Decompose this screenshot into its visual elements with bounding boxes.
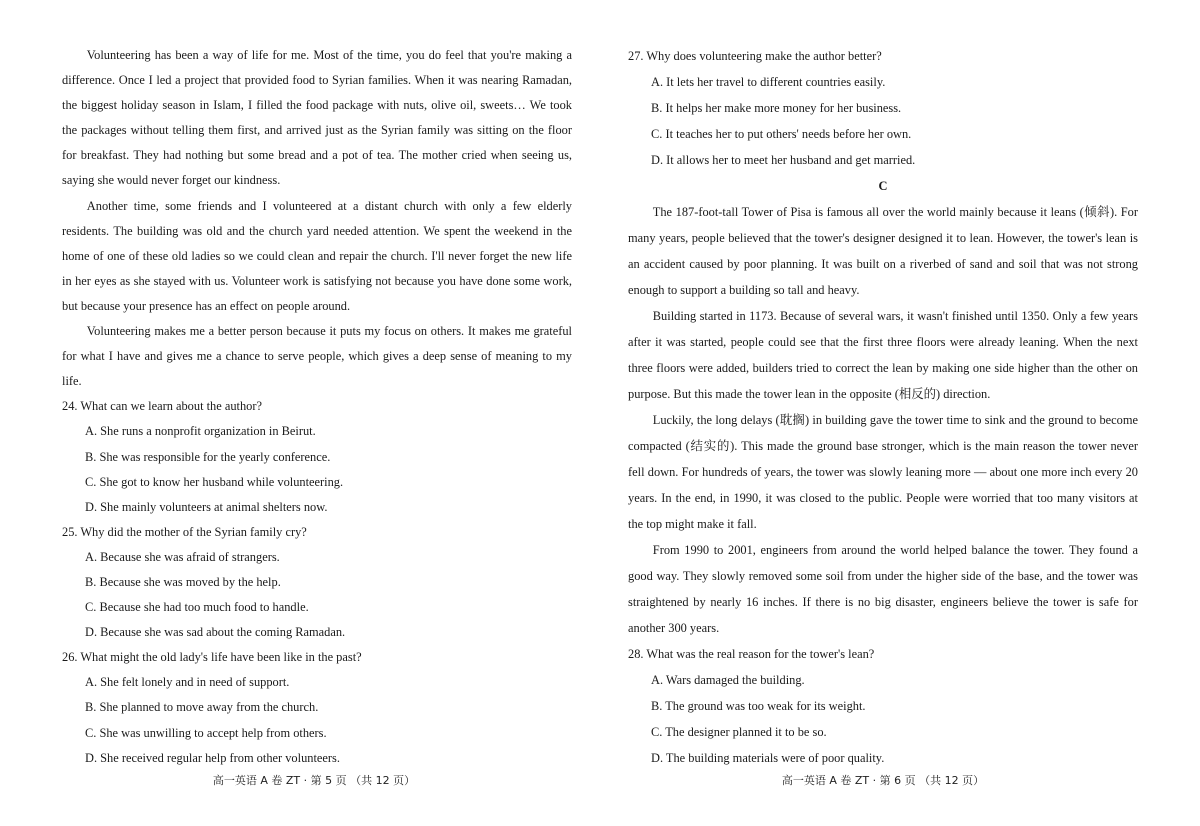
- right-column: [628, 43, 1138, 771]
- answer-option: D. It allows her to meet her husband and get married.: [651, 153, 916, 167]
- answer-option: C. Because she had too much food to handle.: [85, 600, 309, 615]
- answer-option: C. She was unwilling to accept help from others.: [85, 725, 327, 740]
- question-28: [628, 641, 1138, 771]
- passage-paragraph: Volunteering makes me a better person because it puts my focus on others. It makes me grateful for what I have and gives me a chance to serve people, which gives a deep sense of meaning to my life.: [62, 324, 572, 389]
- answer-option: B. She was responsible for the yearly conference.: [85, 449, 331, 464]
- answer-option: D. The building materials were of poor quality.: [651, 751, 885, 765]
- answer-option: C. It teaches her to put others' needs before her own.: [651, 127, 912, 141]
- passage-paragraph: Building started in 1173. Because of several wars, it wasn't finished until 1350. Only a few years after it was started, people could see that the first three floors were already leaning. When the next three floors were added, builders tried to correct the lean by making one side higher than the other on purpose. But this made the tower lean in the opposite (相反的) direction.: [628, 309, 1138, 401]
- answer-option: C. She got to know her husband while volunteering.: [85, 474, 344, 489]
- question-stem: 25. Why did the mother of the Syrian family cry?: [62, 524, 307, 539]
- passage-paragraph: Luckily, the long delays (耽搁) in building gave the tower time to sink and the ground to become compacted (结实的). This made the ground base stronger, which is the main reason the tower never fell down. For hundreds of years, the tower was slowly leaning more — about one more inch every 20 years. In the end, in 1990, it was closed to the public. People were worried that too many visitors at the top might make it fall.: [628, 413, 1138, 531]
- answer-option: D. Because she was sad about the coming Ramadan.: [85, 625, 346, 640]
- answer-option: A. Wars damaged the building.: [651, 673, 805, 687]
- answer-option: A. Because she was afraid of strangers.: [85, 549, 280, 564]
- question-24: [62, 394, 572, 519]
- answer-option: A. She runs a nonprofit organization in Beirut.: [85, 424, 316, 439]
- answer-option: B. She planned to move away from the church.: [85, 700, 319, 715]
- answer-option: B. It helps her make more money for her business.: [651, 101, 902, 115]
- answer-option: A. It lets her travel to different countries easily.: [651, 75, 886, 89]
- answer-option: C. The designer planned it to be so.: [651, 725, 827, 739]
- question-27: [628, 43, 1138, 173]
- page-footer: 高一英语 A 卷 ZT · 第 6 页 （共 12 页）: [781, 774, 985, 787]
- answer-option: D. She mainly volunteers at animal shelters now.: [85, 499, 328, 514]
- section-heading: C: [878, 179, 888, 193]
- page-footer: 高一英语 A 卷 ZT · 第 5 页 （共 12 页）: [212, 774, 416, 787]
- question-26: [62, 645, 572, 770]
- answer-option: B. The ground was too weak for its weight.: [651, 699, 866, 713]
- question-stem: 27. Why does volunteering make the author better?: [628, 49, 882, 63]
- question-stem: 26. What might the old lady's life have been like in the past?: [62, 650, 362, 665]
- question-25: [62, 520, 572, 645]
- passage-paragraph: The 187-foot-tall Tower of Pisa is famous all over the world mainly because it leans (倾斜). For many years, people believed that the tower's designer designed it to lean. However, the tower's lean is an accident caused by poor planning. It was built on a riverbed of sand and soil that was not strong enough to support a building so tall and heavy.: [628, 205, 1138, 297]
- passage-paragraph: Volunteering has been a way of life for me. Most of the time, you do feel that you're making a difference. Once I led a project that provided food to Syrian families. When it was nearing Ramadan, the biggest holiday season in Islam, I filled the food package with nuts, olive oil, sweets… We took the packages without telling them first, and arrived just as the Syrian family was sitting on the floor for breakfast. They had nothing but some bread and a pot of tea. The mother cried when seeing us, saying she would never forget our kindness.: [62, 48, 572, 188]
- passage-paragraph: From 1990 to 2001, engineers from around the world helped balance the tower. They found a good way. They slowly removed some soil from under the higher side of the base, and the tower was straightened by nearly 16 inches. If there is no big disaster, engineers believe the tower is safe for another 300 years.: [628, 543, 1138, 635]
- left-column: [62, 43, 572, 771]
- question-stem: 24. What can we learn about the author?: [62, 399, 263, 414]
- answer-option: B. Because she was moved by the help.: [85, 574, 281, 589]
- answer-option: A. She felt lonely and in need of support.: [85, 675, 290, 690]
- question-stem: 28. What was the real reason for the tower's lean?: [628, 647, 875, 661]
- passage-paragraph: Another time, some friends and I volunteered at a distant church with only a few elderly residents. The building was old and the church yard needed attention. We spent the weekend in the home of one of these old ladies so we could clean and repair the church. I'll never forget the new life in her eyes as she stayed with us. Volunteer work is satisfying not because you have done some work, but because your presence has an effect on people around.: [62, 198, 572, 313]
- answer-option: D. She received regular help from other volunteers.: [85, 750, 340, 765]
